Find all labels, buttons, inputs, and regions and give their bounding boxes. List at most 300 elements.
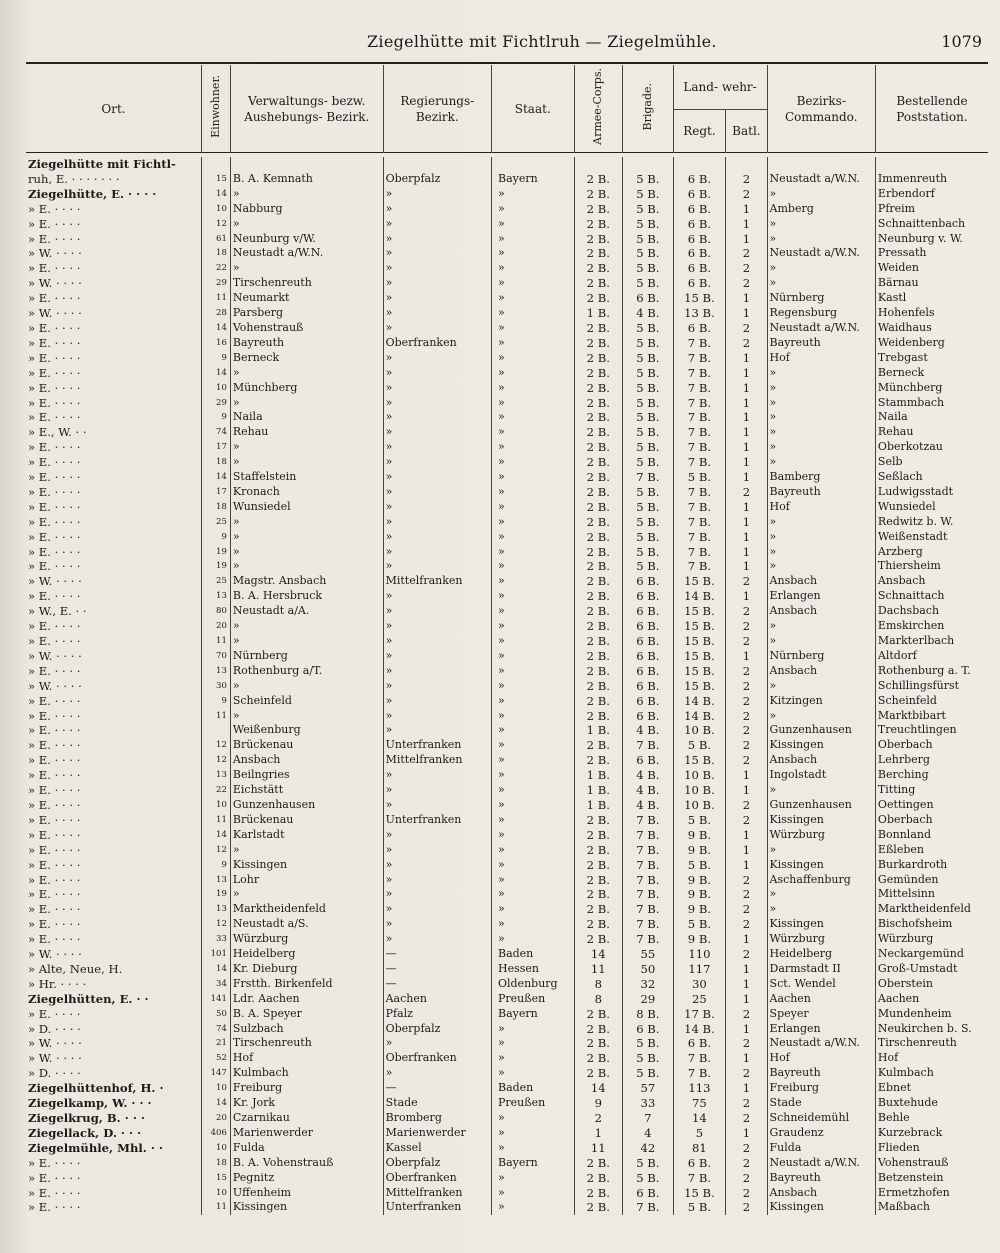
cell-bezirkskommando: » bbox=[767, 366, 875, 381]
cell-regt: 75 bbox=[673, 1096, 726, 1111]
cell-verwaltung: Heidelberg bbox=[230, 947, 383, 962]
cell-batl: 2 bbox=[726, 336, 767, 351]
ort-name-bold: Ziegelkrug, B. · · · bbox=[28, 1111, 145, 1125]
cell-brigade: 50 bbox=[623, 962, 674, 977]
cell-regt: 9 B. bbox=[673, 932, 726, 947]
cell-einwohner: 21 bbox=[201, 1036, 230, 1051]
cell-batl: 2 bbox=[726, 187, 767, 202]
cell-regt: 7 B. bbox=[673, 336, 726, 351]
cell-armee: 2 B. bbox=[574, 738, 623, 753]
cell-armee: 2 B. bbox=[574, 634, 623, 649]
cell-einwohner: 20 bbox=[201, 1111, 230, 1126]
cell-batl: 1 bbox=[726, 1081, 767, 1096]
cell-verwaltung: Bayreuth bbox=[230, 336, 383, 351]
cell-einwohner: 52 bbox=[201, 1051, 230, 1066]
cell-einwohner bbox=[201, 723, 230, 738]
table-row bbox=[26, 1007, 988, 1022]
cell-staat: » bbox=[491, 843, 574, 858]
cell-verwaltung: Marktheidenfeld bbox=[230, 902, 383, 917]
cell-ort: » E. · · · · bbox=[28, 350, 81, 365]
cell-staat: » bbox=[491, 574, 574, 589]
cell-bezirkskommando: » bbox=[767, 410, 875, 425]
cell-staat: » bbox=[491, 694, 574, 709]
cell-poststation: Oberbach bbox=[875, 738, 988, 753]
cell-ort: » E. · · · · bbox=[28, 380, 81, 395]
cell-verwaltung: B. A. Kemnath bbox=[230, 172, 383, 187]
cell-armee: 2 B. bbox=[574, 396, 623, 411]
cell-batl: 2 bbox=[726, 664, 767, 679]
cell-armee: 2 bbox=[574, 1111, 623, 1126]
cell-armee: 2 B. bbox=[574, 574, 623, 589]
cell-regt: 15 B. bbox=[673, 664, 726, 679]
table-row bbox=[26, 336, 988, 351]
col-header-einwohner-label: Einwohner. bbox=[208, 75, 222, 138]
cell-armee: 2 B. bbox=[574, 1156, 623, 1171]
cell-bezirkskommando: Hof bbox=[767, 351, 875, 366]
cell-bezirkskommando: » bbox=[767, 232, 875, 247]
cell-staat: » bbox=[491, 783, 574, 798]
cell-armee: 2 B. bbox=[574, 1022, 623, 1037]
cell-brigade bbox=[623, 157, 674, 172]
cell-einwohner: 16 bbox=[201, 336, 230, 351]
cell-ort bbox=[26, 1111, 201, 1126]
cell-poststation: Behle bbox=[875, 1111, 988, 1126]
cell-verwaltung: Uffenheim bbox=[230, 1186, 383, 1201]
cell-einwohner: 28 bbox=[201, 306, 230, 321]
cell-einwohner: 11 bbox=[201, 1200, 230, 1215]
cell-poststation: Groß-Umstadt bbox=[875, 962, 988, 977]
cell-armee: 8 bbox=[574, 977, 623, 992]
cell-ort bbox=[26, 1096, 201, 1111]
cell-ort: » W., E. · · bbox=[28, 604, 87, 619]
cell-einwohner: 11 bbox=[201, 709, 230, 724]
cell-brigade: 7 B. bbox=[623, 887, 674, 902]
cell-brigade: 42 bbox=[623, 1141, 674, 1156]
table-row bbox=[26, 947, 988, 962]
cell-staat: » bbox=[491, 500, 574, 515]
cell-regierung: » bbox=[383, 887, 491, 902]
cell-batl: 2 bbox=[726, 873, 767, 888]
cell-ort: » E. · · · · bbox=[28, 529, 81, 544]
cell-brigade: 6 B. bbox=[623, 291, 674, 306]
cell-ort: » E. · · · · bbox=[28, 738, 81, 753]
cell-einwohner: 18 bbox=[201, 246, 230, 261]
cell-einwohner: 10 bbox=[201, 381, 230, 396]
cell-regt: 10 B. bbox=[673, 783, 726, 798]
cell-armee: 2 B. bbox=[574, 813, 623, 828]
cell-ort: » W. · · · · bbox=[28, 306, 82, 321]
cell-armee: 2 B. bbox=[574, 694, 623, 709]
col-header-armee-label: Armee-Corps. bbox=[591, 68, 605, 145]
cell-regt: 10 B. bbox=[673, 798, 726, 813]
cell-brigade: 5 B. bbox=[623, 381, 674, 396]
table-row bbox=[26, 321, 988, 336]
cell-verwaltung: Ansbach bbox=[230, 753, 383, 768]
cell-regt: 6 B. bbox=[673, 276, 726, 291]
cell-armee: 8 bbox=[574, 992, 623, 1007]
cell-armee: 2 B. bbox=[574, 1036, 623, 1051]
cell-regt: 9 B. bbox=[673, 902, 726, 917]
cell-batl: 2 bbox=[726, 246, 767, 261]
cell-armee: 2 B. bbox=[574, 246, 623, 261]
table-row bbox=[26, 858, 988, 873]
cell-armee: 14 bbox=[574, 947, 623, 962]
cell-einwohner: 9 bbox=[201, 351, 230, 366]
cell-regierung: » bbox=[383, 619, 491, 634]
cell-armee: 2 B. bbox=[574, 619, 623, 634]
cell-einwohner: 19 bbox=[201, 887, 230, 902]
cell-ort bbox=[26, 157, 201, 172]
table-row bbox=[26, 589, 988, 604]
cell-bezirkskommando: Kissingen bbox=[767, 858, 875, 873]
cell-bezirkskommando: Regensburg bbox=[767, 306, 875, 321]
cell-regt: 15 B. bbox=[673, 574, 726, 589]
cell-poststation: Tirschenreuth bbox=[875, 1036, 988, 1051]
cell-armee: 2 B. bbox=[574, 1007, 623, 1022]
cell-poststation: Lehrberg bbox=[875, 753, 988, 768]
cell-brigade: 29 bbox=[623, 992, 674, 1007]
cell-einwohner: 18 bbox=[201, 455, 230, 470]
table-row bbox=[26, 783, 988, 798]
cell-staat: » bbox=[491, 530, 574, 545]
cell-regierung: » bbox=[383, 589, 491, 604]
cell-batl: 2 bbox=[726, 1066, 767, 1081]
cell-armee: 2 B. bbox=[574, 858, 623, 873]
col-header-einwohner bbox=[201, 65, 230, 153]
cell-brigade: 5 B. bbox=[623, 425, 674, 440]
cell-verwaltung: Wunsiedel bbox=[230, 500, 383, 515]
cell-regierung: — bbox=[383, 947, 491, 962]
cell-ort: » Hr. · · · · bbox=[28, 976, 87, 991]
cell-regierung: » bbox=[383, 664, 491, 679]
cell-brigade: 6 B. bbox=[623, 634, 674, 649]
cell-einwohner: 30 bbox=[201, 679, 230, 694]
cell-ort: ruh, E. · · · · · · · bbox=[28, 171, 120, 186]
cell-verwaltung: » bbox=[230, 187, 383, 202]
cell-regierung: » bbox=[383, 187, 491, 202]
cell-bezirkskommando: Nürnberg bbox=[767, 291, 875, 306]
cell-staat: » bbox=[491, 351, 574, 366]
cell-bezirkskommando: Neustadt a/W.N. bbox=[767, 1156, 875, 1171]
cell-einwohner: 29 bbox=[201, 276, 230, 291]
cell-verwaltung: » bbox=[230, 440, 383, 455]
cell-armee: 2 B. bbox=[574, 276, 623, 291]
cell-poststation: Scheinfeld bbox=[875, 694, 988, 709]
cell-ort: » E. · · · · bbox=[28, 932, 81, 947]
cell-poststation: Treuchtlingen bbox=[875, 723, 988, 738]
cell-regierung: » bbox=[383, 858, 491, 873]
cell-einwohner: 14 bbox=[201, 187, 230, 202]
cell-regierung: » bbox=[383, 873, 491, 888]
cell-bezirkskommando: Aschaffenburg bbox=[767, 873, 875, 888]
cell-poststation: Kastl bbox=[875, 291, 988, 306]
cell-staat: » bbox=[491, 1171, 574, 1186]
table-row bbox=[26, 440, 988, 455]
cell-brigade: 6 B. bbox=[623, 1022, 674, 1037]
cell-brigade: 5 B. bbox=[623, 515, 674, 530]
cell-brigade: 4 B. bbox=[623, 306, 674, 321]
cell-batl: 2 bbox=[726, 813, 767, 828]
cell-brigade: 7 B. bbox=[623, 828, 674, 843]
cell-regt: 7 B. bbox=[673, 1066, 726, 1081]
cell-armee: 2 B. bbox=[574, 470, 623, 485]
cell-batl: 2 bbox=[726, 917, 767, 932]
cell-regt: 7 B. bbox=[673, 351, 726, 366]
cell-batl: 1 bbox=[726, 992, 767, 1007]
cell-regierung: Pfalz bbox=[383, 1007, 491, 1022]
cell-verwaltung: Vohenstrauß bbox=[230, 321, 383, 336]
cell-bezirkskommando: Bamberg bbox=[767, 470, 875, 485]
cell-brigade: 5 B. bbox=[623, 440, 674, 455]
cell-ort: » E. · · · · bbox=[28, 842, 81, 857]
cell-verwaltung: Kr. Jork bbox=[230, 1096, 383, 1111]
cell-poststation: Marktbibart bbox=[875, 709, 988, 724]
cell-ort: » E. · · · · bbox=[28, 484, 81, 499]
cell-ort: » E. · · · · bbox=[28, 470, 81, 485]
cell-batl: 1 bbox=[726, 455, 767, 470]
cell-bezirkskommando: » bbox=[767, 217, 875, 232]
cell-einwohner: 18 bbox=[201, 1156, 230, 1171]
page-title: Ziegelhütte mit Fichtlruh — Ziegelmühle. bbox=[367, 32, 717, 51]
gazetteer-table bbox=[26, 65, 988, 1215]
cell-einwohner: 14 bbox=[201, 828, 230, 843]
col-header-regt: Regt. bbox=[673, 110, 726, 153]
cell-regt: 6 B. bbox=[673, 321, 726, 336]
cell-batl: 2 bbox=[726, 604, 767, 619]
cell-staat: Hessen bbox=[491, 962, 574, 977]
table-row bbox=[26, 709, 988, 724]
cell-staat: » bbox=[491, 396, 574, 411]
cell-verwaltung: » bbox=[230, 887, 383, 902]
cell-staat: » bbox=[491, 321, 574, 336]
table-row bbox=[26, 500, 988, 515]
cell-regierung: — bbox=[383, 1081, 491, 1096]
ort-name-bold: Ziegelmühle, Mhl. · · bbox=[28, 1140, 163, 1155]
cell-brigade: 7 B. bbox=[623, 858, 674, 873]
cell-brigade: 7 B. bbox=[623, 917, 674, 932]
cell-poststation: Markterlbach bbox=[875, 634, 988, 649]
cell-brigade: 5 B. bbox=[623, 530, 674, 545]
cell-bezirkskommando: Kissingen bbox=[767, 1200, 875, 1215]
cell-batl: 1 bbox=[726, 500, 767, 515]
cell-regierung: » bbox=[383, 634, 491, 649]
cell-regierung: » bbox=[383, 455, 491, 470]
cell-poststation: Würzburg bbox=[875, 932, 988, 947]
cell-batl: 2 bbox=[726, 1096, 767, 1111]
cell-regt: 9 B. bbox=[673, 873, 726, 888]
cell-regt: 110 bbox=[673, 947, 726, 962]
cell-regierung: » bbox=[383, 917, 491, 932]
cell-brigade: 5 B. bbox=[623, 485, 674, 500]
cell-brigade: 7 B. bbox=[623, 902, 674, 917]
cell-regierung: Marienwerder bbox=[383, 1126, 491, 1141]
cell-ort: » E. · · · · bbox=[28, 917, 81, 932]
table-row bbox=[26, 1141, 988, 1156]
cell-verwaltung: Kissingen bbox=[230, 858, 383, 873]
table-row bbox=[26, 1051, 988, 1066]
cell-batl: 2 bbox=[726, 1007, 767, 1022]
cell-ort: » E. · · · · bbox=[28, 768, 81, 783]
cell-regierung: » bbox=[383, 470, 491, 485]
cell-regierung: » bbox=[383, 440, 491, 455]
cell-regierung: » bbox=[383, 261, 491, 276]
cell-armee: 2 B. bbox=[574, 1051, 623, 1066]
cell-brigade: 7 B. bbox=[623, 738, 674, 753]
cell-bezirkskommando: Kitzingen bbox=[767, 694, 875, 709]
cell-regt: 14 B. bbox=[673, 694, 726, 709]
cell-poststation: Berching bbox=[875, 768, 988, 783]
cell-einwohner: 12 bbox=[201, 738, 230, 753]
cell-batl: 2 bbox=[726, 1111, 767, 1126]
cell-verwaltung: Lohr bbox=[230, 873, 383, 888]
cell-verwaltung: » bbox=[230, 634, 383, 649]
cell-armee: 2 B. bbox=[574, 381, 623, 396]
cell-regierung: » bbox=[383, 500, 491, 515]
cell-bezirkskommando: Neustadt a/W.N. bbox=[767, 172, 875, 187]
cell-poststation: Erbendorf bbox=[875, 187, 988, 202]
cell-brigade: 5 B. bbox=[623, 351, 674, 366]
cell-staat: » bbox=[491, 738, 574, 753]
cell-regierung: » bbox=[383, 381, 491, 396]
cell-ort: » W. · · · · bbox=[28, 1051, 82, 1066]
cell-einwohner: 9 bbox=[201, 858, 230, 873]
cell-einwohner: 19 bbox=[201, 545, 230, 560]
cell-ort: » W. · · · · bbox=[28, 678, 82, 693]
cell-armee: 1 B. bbox=[574, 768, 623, 783]
col-header-staat: Staat. bbox=[491, 65, 574, 153]
cell-regierung: » bbox=[383, 723, 491, 738]
cell-brigade: 5 B. bbox=[623, 187, 674, 202]
cell-armee: 2 B. bbox=[574, 187, 623, 202]
cell-bezirkskommando: Speyer bbox=[767, 1007, 875, 1022]
cell-regt: 17 B. bbox=[673, 1007, 726, 1022]
cell-staat: » bbox=[491, 917, 574, 932]
cell-staat: Bayern bbox=[491, 1156, 574, 1171]
table-row bbox=[26, 425, 988, 440]
cell-armee: 2 B. bbox=[574, 1200, 623, 1215]
cell-verwaltung: Beilngries bbox=[230, 768, 383, 783]
cell-einwohner: 10 bbox=[201, 1081, 230, 1096]
table-row bbox=[26, 932, 988, 947]
cell-regierung: Oberpfalz bbox=[383, 172, 491, 187]
cell-einwohner: 25 bbox=[201, 574, 230, 589]
cell-brigade: 6 B. bbox=[623, 574, 674, 589]
cell-poststation: Titting bbox=[875, 783, 988, 798]
cell-staat: » bbox=[491, 425, 574, 440]
cell-armee: 2 B. bbox=[574, 887, 623, 902]
cell-einwohner: 50 bbox=[201, 1007, 230, 1022]
cell-regt: 15 B. bbox=[673, 679, 726, 694]
cell-einwohner: 70 bbox=[201, 649, 230, 664]
cell-ort: » E. · · · · bbox=[28, 365, 81, 380]
cell-poststation: Naila bbox=[875, 410, 988, 425]
cell-brigade: 6 B. bbox=[623, 649, 674, 664]
cell-brigade: 5 B. bbox=[623, 261, 674, 276]
cell-verwaltung: Neustadt a/A. bbox=[230, 604, 383, 619]
cell-poststation: Oberbach bbox=[875, 813, 988, 828]
cell-staat bbox=[491, 157, 574, 172]
cell-poststation: Maßbach bbox=[875, 1200, 988, 1215]
cell-bezirkskommando: Kissingen bbox=[767, 917, 875, 932]
cell-ort: » E. · · · · bbox=[28, 514, 81, 529]
running-head bbox=[0, 30, 1000, 58]
cell-batl: 1 bbox=[726, 768, 767, 783]
table-row bbox=[26, 515, 988, 530]
cell-verwaltung: Brückenau bbox=[230, 813, 383, 828]
cell-staat: » bbox=[491, 649, 574, 664]
cell-bezirkskommando: » bbox=[767, 545, 875, 560]
cell-ort bbox=[26, 187, 201, 202]
table-row bbox=[26, 873, 988, 888]
cell-regierung: » bbox=[383, 217, 491, 232]
cell-batl: 2 bbox=[726, 694, 767, 709]
cell-armee: 2 B. bbox=[574, 500, 623, 515]
table-row bbox=[26, 1036, 988, 1051]
cell-regt: 5 bbox=[673, 1126, 726, 1141]
cell-regierung: » bbox=[383, 783, 491, 798]
cell-bezirkskommando: Heidelberg bbox=[767, 947, 875, 962]
cell-staat: Bayern bbox=[491, 172, 574, 187]
cell-staat: » bbox=[491, 1036, 574, 1051]
table-row bbox=[26, 1111, 988, 1126]
cell-brigade: 5 B. bbox=[623, 455, 674, 470]
cell-einwohner: 141 bbox=[201, 992, 230, 1007]
cell-einwohner: 15 bbox=[201, 1171, 230, 1186]
cell-staat: » bbox=[491, 276, 574, 291]
cell-ort: » E. · · · · bbox=[28, 827, 81, 842]
cell-poststation: Münchberg bbox=[875, 381, 988, 396]
cell-regt: 5 B. bbox=[673, 470, 726, 485]
cell-batl: 1 bbox=[726, 858, 767, 873]
cell-armee: 2 B. bbox=[574, 1186, 623, 1201]
cell-einwohner: 17 bbox=[201, 485, 230, 500]
cell-einwohner: 12 bbox=[201, 217, 230, 232]
cell-armee: 2 B. bbox=[574, 217, 623, 232]
cell-poststation: Schnaittenbach bbox=[875, 217, 988, 232]
cell-ort: » E. · · · · bbox=[28, 693, 81, 708]
table-row bbox=[26, 843, 988, 858]
cell-regierung: » bbox=[383, 1036, 491, 1051]
cell-staat: » bbox=[491, 381, 574, 396]
cell-regt: 6 B. bbox=[673, 261, 726, 276]
cell-staat: » bbox=[491, 410, 574, 425]
cell-armee: 2 B. bbox=[574, 664, 623, 679]
cell-verwaltung bbox=[230, 157, 383, 172]
cell-brigade: 6 B. bbox=[623, 679, 674, 694]
col-header-poststation: Bestellende Poststation. bbox=[875, 65, 988, 153]
cell-bezirkskommando: Graudenz bbox=[767, 1126, 875, 1141]
cell-bezirkskommando: Sct. Wendel bbox=[767, 977, 875, 992]
cell-staat: » bbox=[491, 589, 574, 604]
cell-ort: » W. · · · · bbox=[28, 246, 82, 261]
cell-regierung: » bbox=[383, 515, 491, 530]
cell-ort: » E. · · · · bbox=[28, 410, 81, 425]
cell-armee: 2 B. bbox=[574, 515, 623, 530]
cell-ort: » E. · · · · bbox=[28, 216, 81, 231]
cell-batl: 1 bbox=[726, 977, 767, 992]
cell-staat: » bbox=[491, 1126, 574, 1141]
cell-verwaltung: Rothenburg a/T. bbox=[230, 664, 383, 679]
col-header-regierung: Regierungs- Bezirk. bbox=[383, 65, 491, 153]
cell-regt: 6 B. bbox=[673, 172, 726, 187]
cell-brigade: 5 B. bbox=[623, 1036, 674, 1051]
cell-einwohner: 74 bbox=[201, 425, 230, 440]
cell-armee: 2 B. bbox=[574, 530, 623, 545]
cell-brigade: 33 bbox=[623, 1096, 674, 1111]
cell-bezirkskommando: » bbox=[767, 396, 875, 411]
cell-armee: 2 B. bbox=[574, 753, 623, 768]
cell-staat: » bbox=[491, 217, 574, 232]
